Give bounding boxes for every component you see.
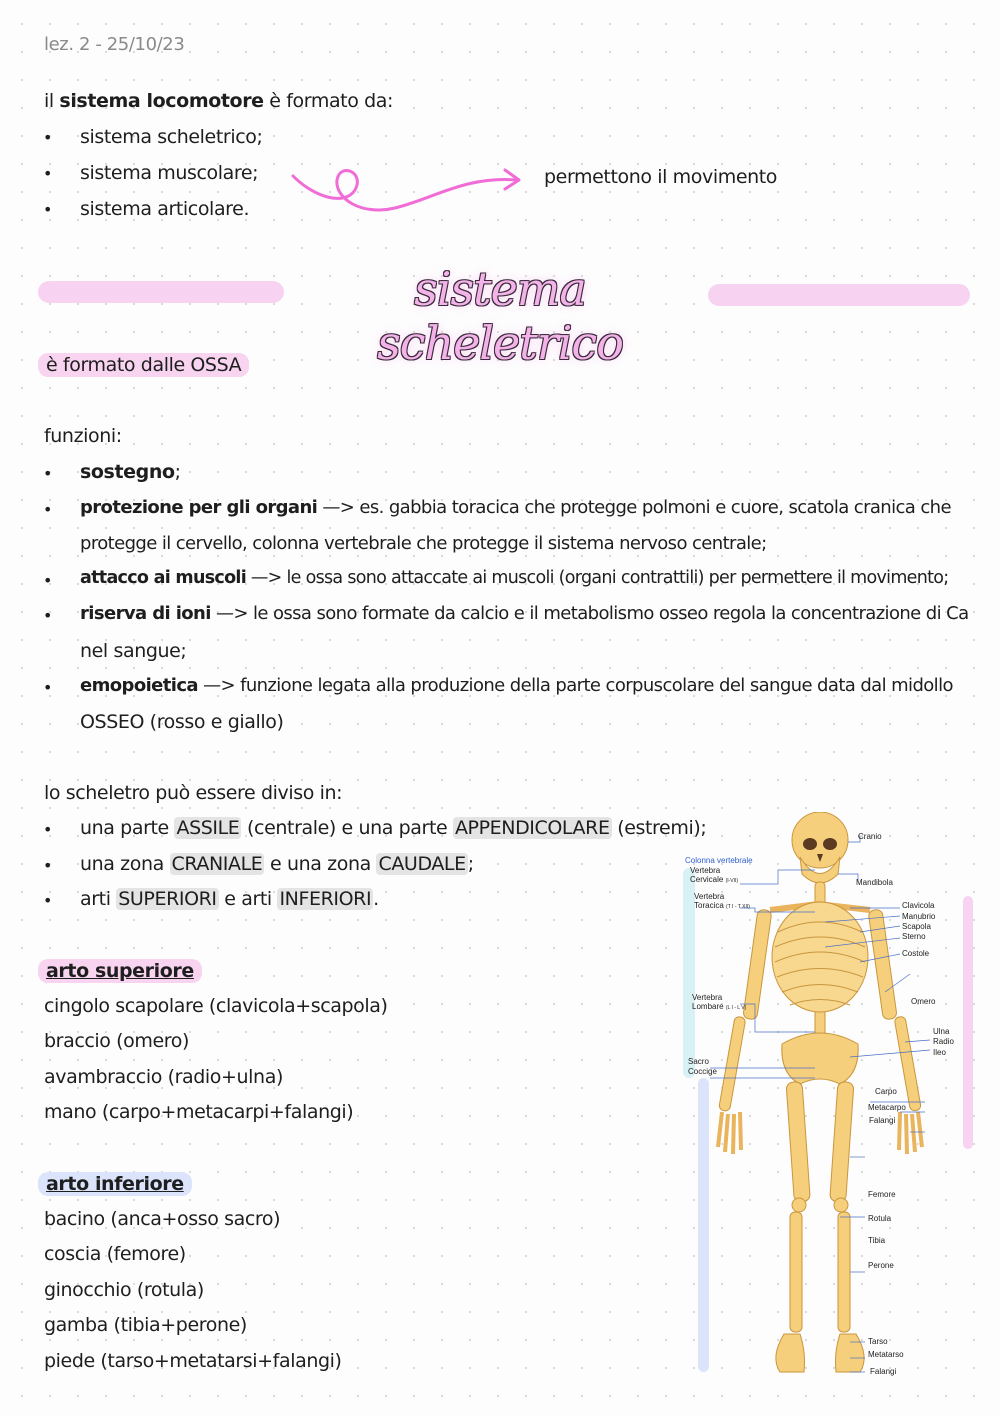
function-text: —> le ossa sono attaccate ai muscoli (organi contrattili) per permettere il movimento;: [246, 568, 949, 588]
arrow-note: permettono il movimento: [544, 166, 778, 188]
upper-limb-item: braccio (omero): [44, 1030, 190, 1052]
function-term: riserva di ioni: [80, 603, 211, 624]
function-text: —> le ossa sono formate da calcio e il metabolismo osseo regola la concentrazione di Ca: [210, 603, 969, 624]
label-toracica-2: [694, 901, 750, 910]
label-omero: Omero: [911, 997, 936, 1006]
lower-limb-item: piede (tarso+metatarsi+falangi): [44, 1350, 342, 1372]
label-ileo: Ileo: [933, 1048, 946, 1057]
upper-limb-item: cingolo scapolare (clavicola+scapola): [44, 995, 388, 1017]
label-tarso: Tarso: [868, 1337, 888, 1346]
function-item: [80, 461, 181, 483]
bullet: •: [43, 200, 53, 219]
division-highlight: CAUDALE: [378, 853, 466, 875]
division-heading: lo scheletro può essere diviso in:: [44, 782, 343, 804]
label-lombare-name: Lombare: [692, 1002, 724, 1011]
division-highlight: ASSILE: [176, 817, 240, 839]
division-text: e arti: [218, 888, 278, 910]
lower-limb-heading: [38, 1173, 192, 1195]
label-falangi-hand: Falangi: [869, 1116, 896, 1125]
section-title: sistema scheletrico: [377, 262, 623, 370]
label-tibia: Tibia: [868, 1236, 886, 1245]
label-cervicale-name: Cervicale: [690, 875, 724, 884]
bullet: •: [43, 678, 53, 697]
label-toracica-name: Toracica: [694, 901, 724, 910]
label-rotula: Rotula: [868, 1214, 892, 1223]
function-term: protezione per gli organi: [80, 497, 318, 518]
division-text: (estremi);: [611, 817, 707, 839]
division-highlight: CRANIALE: [171, 853, 263, 875]
division-item: [80, 817, 706, 839]
title-bar-right: [708, 284, 970, 306]
function-term: attacco ai muscoli: [80, 568, 247, 588]
division-text: (centrale) e una parte: [241, 817, 453, 839]
intro-prefix: il: [44, 90, 60, 112]
upper-limb-item: avambraccio (radio+ulna): [44, 1066, 283, 1088]
label-lombare-2: [692, 1002, 746, 1011]
bullet: •: [43, 464, 53, 483]
label-falangi-foot: Falangi: [870, 1367, 897, 1376]
lower-limb-item: gamba (tibia+perone): [44, 1314, 247, 1336]
intro-suffix: è formato da:: [263, 90, 394, 112]
label-ulna: Ulna: [933, 1027, 950, 1036]
label-perone: Perone: [868, 1261, 894, 1270]
division-text: e una zona: [264, 853, 377, 875]
function-term: emopoietica: [80, 675, 198, 696]
label-sacro: Sacro: [688, 1057, 709, 1066]
upper-limb-heading: [38, 960, 202, 982]
label-lombare-sub: (L I - L V): [725, 1005, 747, 1011]
label-scapola: Scapola: [902, 922, 931, 931]
bullet: •: [43, 856, 53, 875]
lower-limb-item: coscia (femore): [44, 1243, 186, 1265]
division-text: ;: [467, 853, 474, 875]
intro-item: sistema articolare.: [80, 198, 250, 220]
function-term: sostegno: [80, 461, 175, 483]
intro-item: sistema scheletrico;: [80, 126, 263, 148]
label-manubrio: Manubrio: [902, 912, 936, 921]
label-femore: Femore: [868, 1190, 896, 1199]
division-item: [80, 853, 474, 875]
label-toracica-1: Vertebra: [694, 892, 725, 901]
label-metacarpo: Metacarpo: [868, 1103, 906, 1112]
function-item: [80, 675, 953, 696]
bullet: •: [43, 571, 53, 590]
division-text: arti: [80, 888, 117, 910]
bullet: •: [43, 500, 53, 519]
division-text: .: [373, 888, 379, 910]
lower-limb-item: bacino (anca+osso sacro): [44, 1208, 281, 1230]
lower-limb-title: arto inferiore: [38, 1172, 192, 1196]
division-highlight: INFERIORI: [279, 888, 372, 910]
label-lombare-1: Vertebra: [692, 993, 723, 1002]
label-radio: Radio: [933, 1037, 954, 1046]
function-cont: protegge il cervello, colonna vertebrale che protegge il sistema nervoso centrale;: [80, 533, 767, 554]
label-carpo: Carpo: [875, 1087, 897, 1096]
lesson-date: lez. 2 - 25/10/23: [44, 34, 185, 55]
pink-side-bar: [963, 896, 973, 1149]
function-text: —> es. gabbia toracica che protegge polmoni e cuore, scatola cranica che: [317, 497, 951, 518]
label-mandibola: Mandibola: [856, 878, 893, 887]
title-bar-left: [38, 281, 284, 303]
label-cervicale-2: [690, 875, 738, 884]
label-toracica-sub: (T I - T XII): [726, 904, 750, 910]
skeleton-illustration: [700, 812, 960, 1387]
function-text: ;: [174, 461, 181, 483]
label-coccige: Coccige: [688, 1067, 717, 1076]
lower-limb-item: ginocchio (rotula): [44, 1279, 204, 1301]
bullet: •: [43, 164, 53, 183]
label-cervicale-sub: (I-VII): [725, 878, 739, 884]
label-cranio: Cranio: [858, 832, 882, 841]
division-text: una zona: [80, 853, 170, 875]
label-costole: Costole: [902, 949, 930, 958]
bullet: •: [43, 820, 53, 839]
division-item: [80, 888, 379, 910]
bullet: •: [43, 128, 53, 147]
label-cervicale-1: Vertebra: [690, 866, 721, 875]
label-colonna: Colonna vertebrale: [685, 856, 753, 865]
functions-heading: funzioni:: [44, 425, 122, 447]
upper-limb-item: mano (carpo+metacarpi+falangi): [44, 1101, 354, 1123]
intro-item: sistema muscolare;: [80, 162, 259, 184]
function-cont: OSSEO (rosso e giallo): [80, 711, 284, 733]
label-metatarso: Metatarso: [868, 1350, 904, 1359]
division-highlight: APPENDICOLARE: [454, 817, 610, 839]
intro-line: [44, 90, 393, 112]
function-item: [80, 568, 949, 588]
upper-limb-title: arto superiore: [38, 959, 202, 983]
label-clavicola: Clavicola: [902, 901, 935, 910]
division-text: una parte: [80, 817, 175, 839]
formed-text: è formato dalle OSSA: [38, 353, 249, 377]
label-sterno: Sterno: [902, 932, 926, 941]
bullet: •: [43, 891, 53, 910]
division-highlight: SUPERIORI: [118, 888, 217, 910]
loop-arrow-icon: [285, 158, 530, 220]
function-cont: nel sangue;: [80, 640, 187, 662]
function-text: —> funzione legata alla produzione della parte corpuscolare del sangue data dal midollo: [197, 675, 953, 696]
bullet: •: [43, 606, 53, 625]
function-item: [80, 497, 951, 518]
function-item: [80, 603, 969, 624]
intro-bold: sistema locomotore: [59, 90, 264, 112]
formed-highlight: [38, 354, 249, 376]
